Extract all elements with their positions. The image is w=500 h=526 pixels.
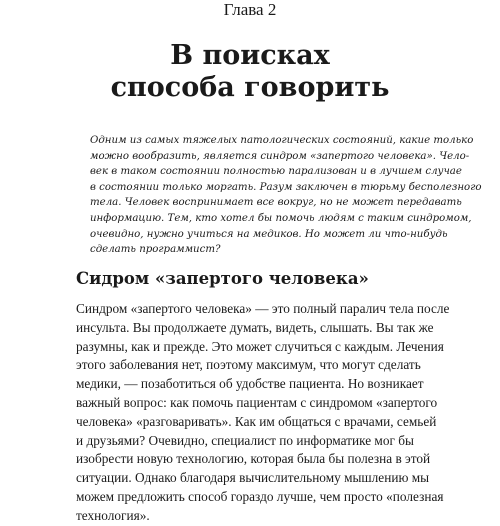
body-line: ситуации. Однако благодаря вычислительному мышлению мы — [76, 470, 430, 486]
body-line: технология». — [76, 507, 150, 523]
chapter-title — [0, 40, 500, 104]
body-line: важный вопрос: как помочь пациентам с синдромом «запертого — [76, 394, 438, 410]
epigraph-line: очевидно, нужно учиться на медиков. Но может ли что-нибудь — [90, 228, 448, 240]
body-line: разумны, как и прежде. Это может случиться с каждым. Лечения — [76, 338, 444, 354]
epigraph-line: тела. Человек воспринимает все вокруг, но не может передавать — [90, 197, 462, 209]
epigraph-line: можно вообразить, является синдром «запертого человека». Чело- — [90, 150, 470, 162]
body-line: этого заболевания нет, поэтому максимум, что могут сделать — [76, 357, 421, 373]
body-line: инсульта. Вы продолжаете думать, видеть, слышать. Вы так же — [76, 319, 434, 335]
epigraph-line: информацию. Тем, кто хотел бы помочь людям с таким синдромом, — [90, 212, 472, 224]
body-line: человека» «разговаривать». Как им общаться с врачами, семьей — [76, 413, 437, 429]
chapter-title-line: способа говорить — [110, 72, 390, 103]
epigraph-line: век в таком состоянии полностью парализован и в лучшем случае — [90, 166, 462, 178]
chapter-title-line: В поисках — [170, 40, 330, 71]
epigraph — [90, 133, 482, 258]
body-line: Синдром «запертого человека» — это полный паралич тела после — [76, 301, 450, 316]
body-line: изобрести новую технологию, которая была бы полезна в этой — [76, 451, 431, 467]
body-line: можем предложить способ гораздо лучше, чем просто «полезная — [76, 488, 444, 504]
body-paragraph — [76, 300, 450, 526]
chapter-label: Глава 2 — [223, 0, 277, 19]
epigraph-line: Одним из самых тяжелых патологических состояний, какие только — [90, 135, 474, 146]
epigraph-line: сделать программист? — [90, 244, 221, 256]
section-heading: Сидром «запертого человека» — [76, 269, 369, 288]
body-line: медики, — позаботиться об удобстве пациента. Но возникает — [76, 376, 424, 392]
epigraph-line: в состоянии только моргать. Разум заключен в тюрьму бесполезного — [90, 181, 482, 193]
body-line: и друзьями? Очевидно, специалист по информатике мог бы — [76, 432, 414, 448]
